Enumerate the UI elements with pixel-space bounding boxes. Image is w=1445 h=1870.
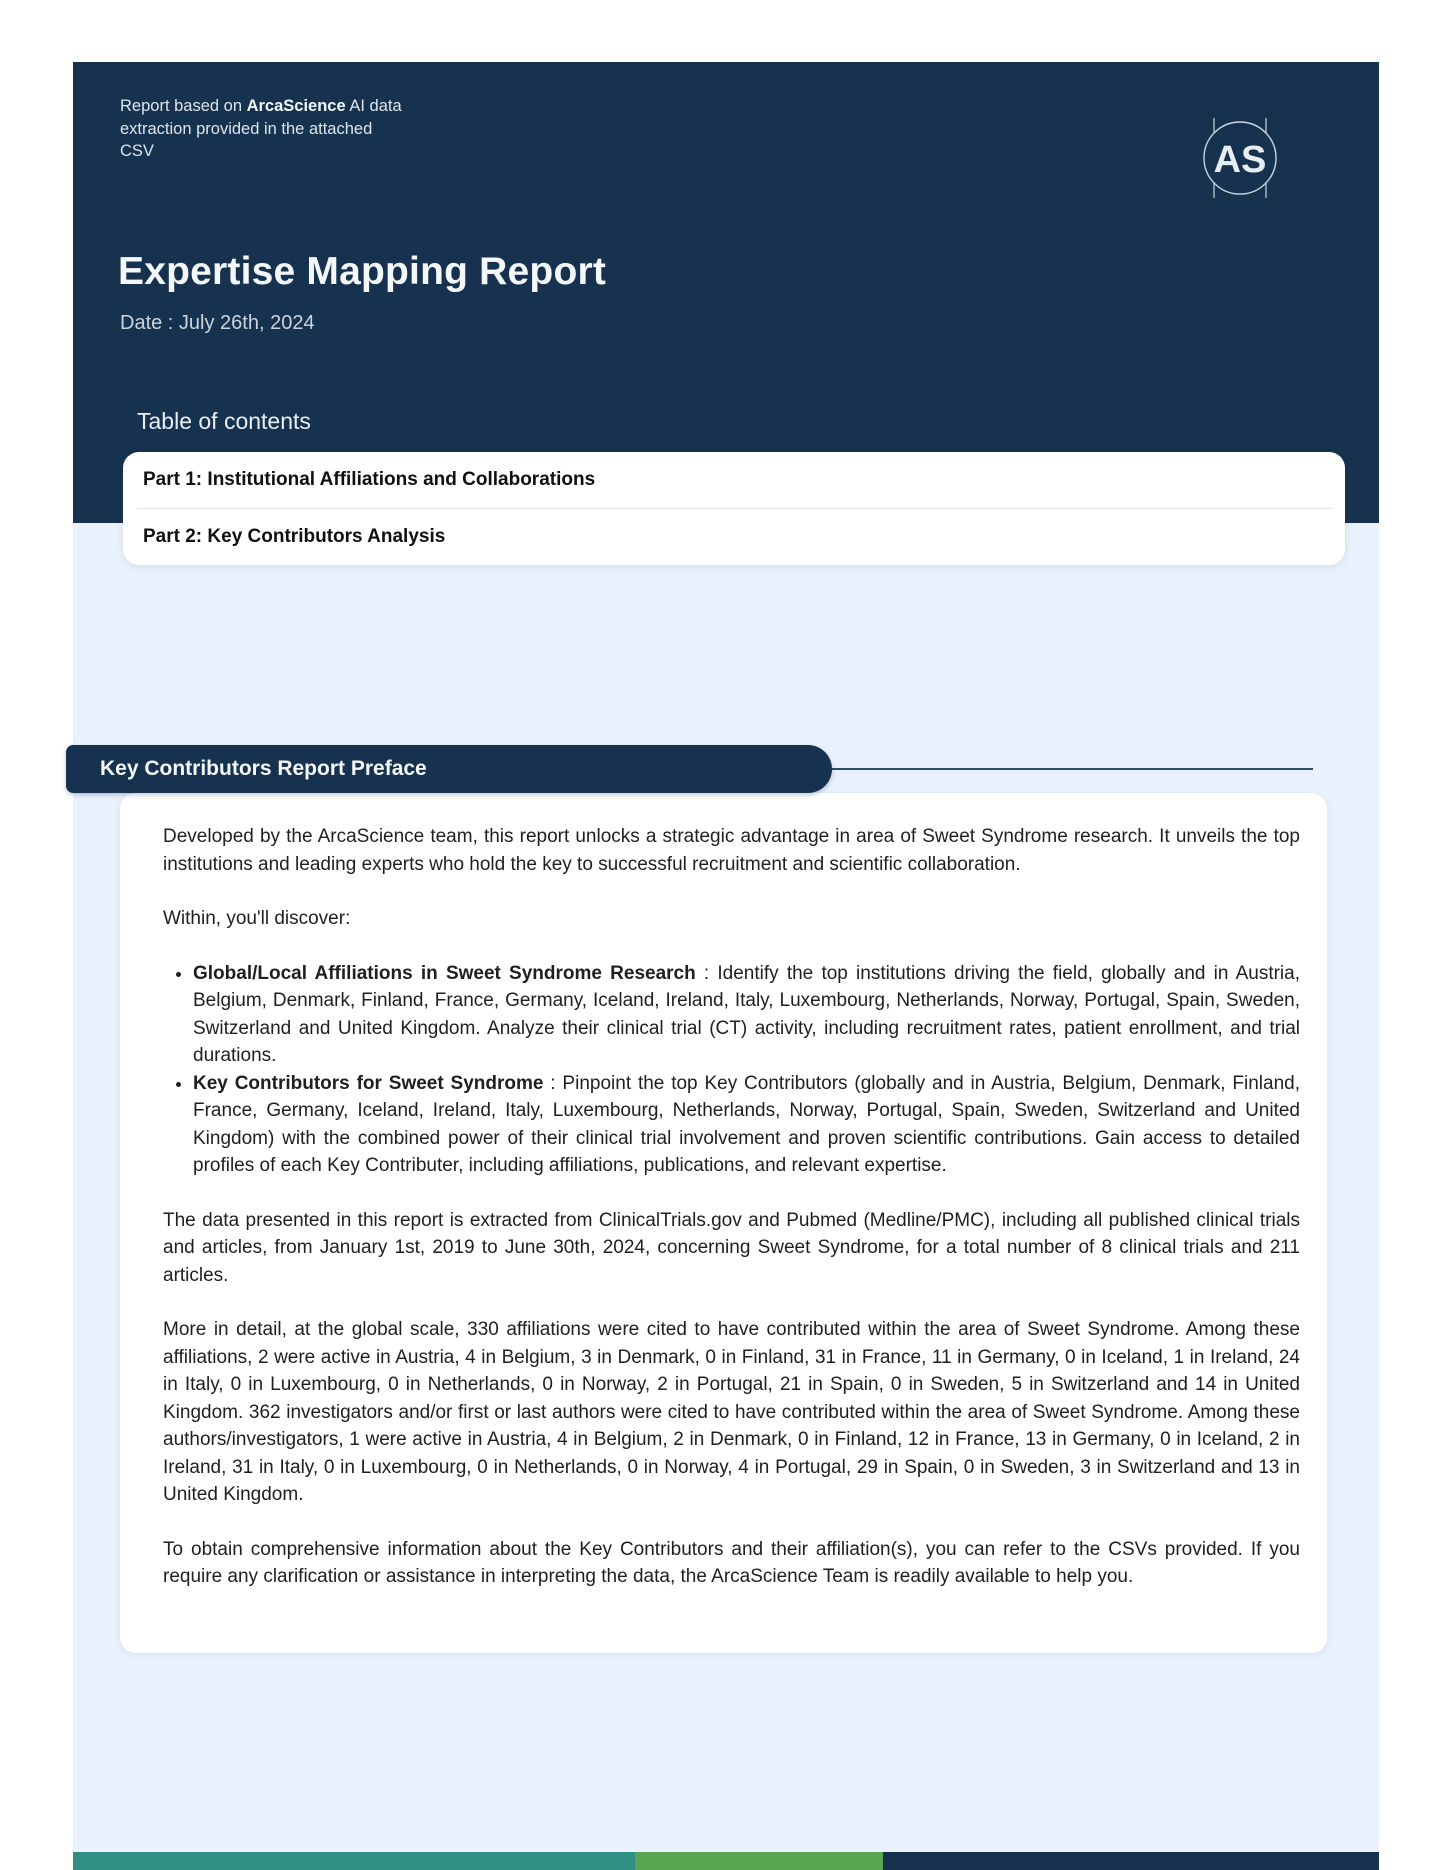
arcascience-logo-icon — [1192, 110, 1288, 206]
header-note-brand: ArcaScience — [246, 97, 346, 115]
toc-heading: Table of contents — [137, 408, 311, 434]
footer-brand-bar — [73, 1852, 1379, 1870]
preface-card — [120, 793, 1327, 1653]
report-title: Expertise Mapping Report — [118, 250, 607, 293]
toc-item-part2[interactable]: Part 2: Key Contributors Analysis — [143, 526, 446, 547]
bullet-global-affiliations-text: : Identify the top institutions driving the field, globally and in Austria, Belgium, Denmark, Finland, France, Germany, Iceland, Ireland, Italy, Luxembourg, Netherlands, Norway, Portugal, Spain, Sweden, Switzerland and United Kingdom. Analyze their clinical trial (CT) activity, including recruitment rates, patient enrollment, and trial durations. — [193, 962, 1300, 1066]
preface-banner-label: Key Contributors Report Preface — [100, 757, 427, 780]
bullet-global-affiliations — [193, 960, 1300, 1070]
footer-segment-navy — [883, 1852, 1379, 1870]
toc-card — [123, 452, 1345, 565]
footer-segment-teal — [73, 1852, 635, 1870]
preface-banner — [66, 745, 832, 793]
preface-banner-rule — [826, 768, 1313, 770]
preface-intro-paragraph: Developed by the ArcaScience team, this report unlocks a strategic advantage in area of Sweet Syndrome research. It unveils the top institutions and leading experts who hold the key to successful recruitment and scientific collaboration. — [163, 826, 1300, 875]
header-note-suffix: AI data extraction provided in the attached CSV — [120, 97, 402, 160]
bullet-global-affiliations-title: Global/Local Affiliations in Sweet Syndrome Research — [193, 962, 696, 984]
closing-paragraph: To obtain comprehensive information about the Key Contributors and their affiliation(s), you can refer to the CSVs provided. If you require any clarification or assistance in interpreting the data, the ArcaScience Team is readily available to help you. — [163, 1538, 1300, 1587]
preface-discover-line: Within, you'll discover: — [163, 908, 351, 929]
logo-letters: AS — [1213, 139, 1267, 181]
bullet-key-contributors-title: Key Contributors for Sweet Syndrome — [193, 1072, 544, 1094]
preface-bullet-list — [163, 960, 1300, 1180]
data-sources-paragraph: The data presented in this report is extracted from ClinicalTrials.gov and Pubmed (Medline/PMC), including all published clinical trials and articles, from January 1st, 2019 to June 30th, 2024, concerning Sweet Syndrome, for a total number of 8 clinical trials and 211 articles. — [163, 1209, 1300, 1286]
report-date: Date : July 26th, 2024 — [120, 312, 315, 334]
statistics-paragraph: More in detail, at the global scale, 330 affiliations were cited to have contributed within the area of Sweet Syndrome. Among these affiliations, 2 were active in Austria, 4 in Belgium, 3 in Denmark, 0 in Finland, 31 in France, 11 in Germany, 0 in Iceland, 1 in Ireland, 24 in Italy, 0 in Luxembourg, 0 in Netherlands, 0 in Norway, 2 in Portugal, 21 in Spain, 0 in Sweden, 5 in Switzerland and 14 in United Kingdom. 362 investigators and/or first or last authors were cited to have contributed within the area of Sweet Syndrome. Among these authors/investigators, 1 were active in Austria, 4 in Belgium, 2 in Denmark, 0 in Finland, 12 in France, 13 in Germany, 0 in Iceland, 2 in Ireland, 31 in Italy, 0 in Luxembourg, 0 in Netherlands, 0 in Norway, 4 in Portugal, 29 in Spain, 0 in Sweden, 3 in Switzerland and 13 in United Kingdom. — [163, 1319, 1300, 1505]
header-note — [120, 95, 410, 163]
footer-segment-green — [635, 1852, 883, 1870]
toc-item-part1[interactable]: Part 1: Institutional Affiliations and Collaborations — [143, 469, 596, 490]
bullet-key-contributors-text: : Pinpoint the top Key Contributors (globally and in Austria, Belgium, Denmark, Finland, France, Germany, Iceland, Ireland, Italy, Luxembourg, Netherlands, Norway, Portugal, Spain, Sweden, Switzerland and United Kingdom) with the combined power of their clinical trial involvement and proven scientific contributions. Gain access to detailed profiles of each Key Contributer, including affiliations, publications, and relevant expertise. — [193, 1072, 1300, 1176]
bullet-key-contributors — [193, 1070, 1300, 1180]
header-note-prefix: Report based on — [120, 97, 247, 115]
